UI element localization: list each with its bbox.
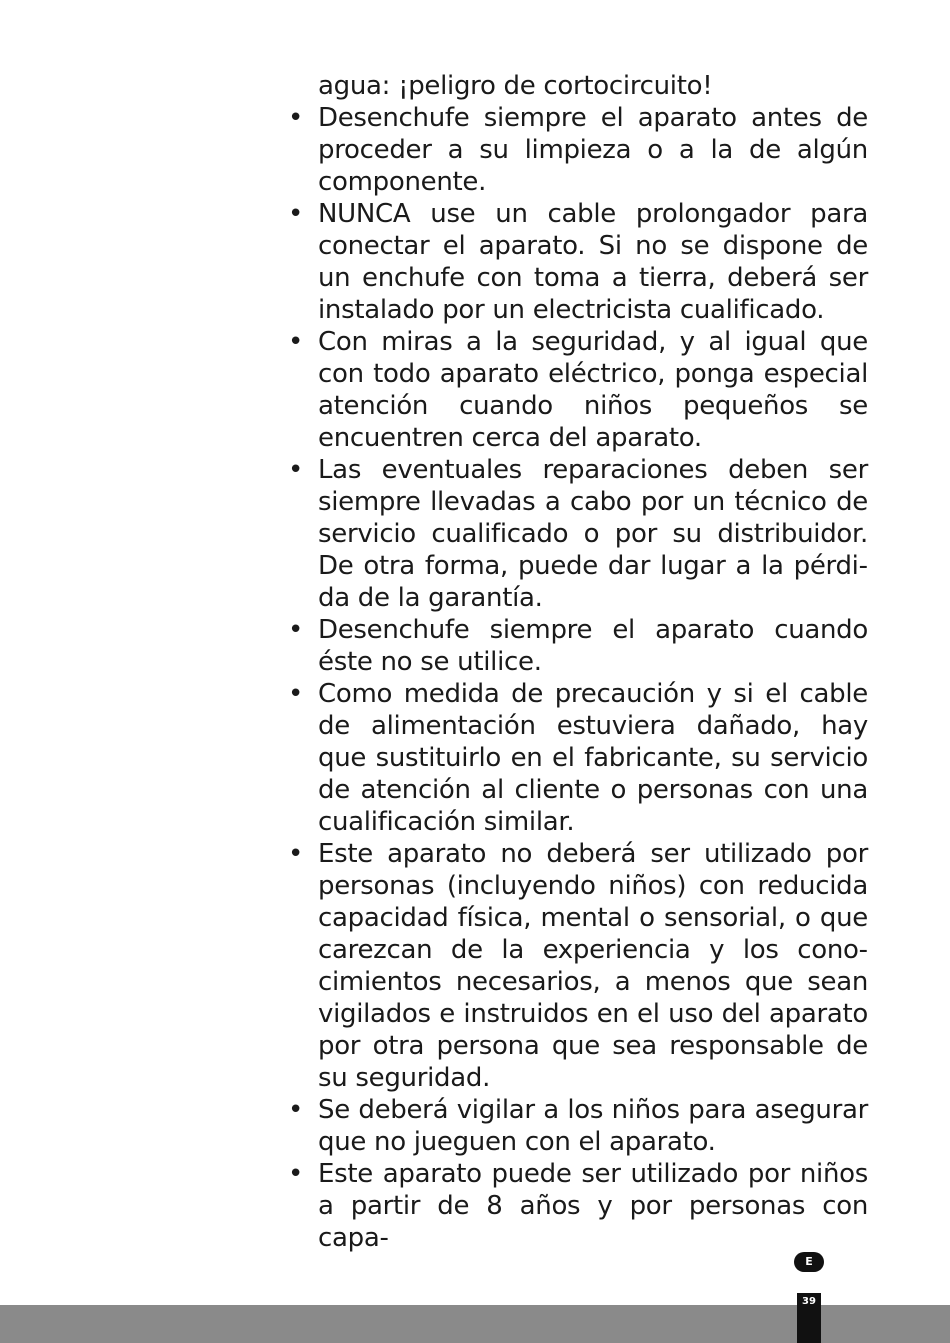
bullet-icon: • [288,455,304,485]
bullet-icon: • [288,103,304,133]
list-item-text: Desenchufe siempre el aparato antes de proceder a su limpieza o a la de algún componente. [318,103,868,197]
list-item [286,198,868,326]
list-item-text: Como medida de precaución y si el cable de alimentación estuviera dañado, hay que sustituirlo en el fabricante, su servicio de atención al cliente o personas con una cualificación similar. [318,679,868,837]
list-item-text: Las eventuales reparaciones deben ser siempre llevadas a cabo por un técnico de servicio cualificado o por su distribuidor. De otra forma, puede dar lugar a la pérdida de la garantía. [318,455,868,613]
list-item [286,1158,868,1254]
page-number: 39 [802,1296,816,1307]
main-text [286,70,868,1254]
list-item-text: Con miras a la seguridad, y al igual que con todo aparato eléctrico, ponga especial atención cuando niños pequeños se encuentren cerca del aparato. [318,327,868,453]
list-item-text: Desenchufe siempre el aparato cuando éste no se utilice. [318,615,868,677]
list-item-text: Este aparato puede ser utilizado por niños a partir de 8 años y por personas con capa- [318,1159,868,1253]
list-item-text: Se deberá vigilar a los niños para asegurar que no jueguen con el aparato. [318,1095,868,1157]
list-item [286,1094,868,1158]
page-number-tab [797,1293,821,1343]
bullet-icon: • [288,679,304,709]
list-item [286,326,868,454]
list-item-text: NUNCA use un cable prolongador para conectar el aparato. Si no se dispone de un enchufe con toma a tierra, deberá ser instalado por un electricista cualificado. [318,199,868,325]
list-item-text: Este aparato no deberá ser utilizado por personas (incluyendo niños) con reducida capacidad física, mental o sensorial, o que carezcan de la experiencia y los conocimientos necesarios, a menos que sean vigilados e instruidos en el uso del aparato por otra persona que sea responsable de su seguridad. [318,839,868,1093]
list-item [286,454,868,614]
bullet-icon: • [288,1095,304,1125]
continued-text: agua: ¡peligro de cortocircuito! [318,71,713,101]
bullet-icon: • [288,199,304,229]
list-item [286,838,868,1094]
safety-bullet-list [286,102,868,1254]
list-item [286,678,868,838]
bullet-icon: • [288,327,304,357]
bullet-icon: • [288,615,304,645]
list-item [286,614,868,678]
bullet-icon: • [288,1159,304,1189]
language-badge: E [794,1252,824,1272]
list-item [286,102,868,198]
bullet-icon: • [288,839,304,869]
